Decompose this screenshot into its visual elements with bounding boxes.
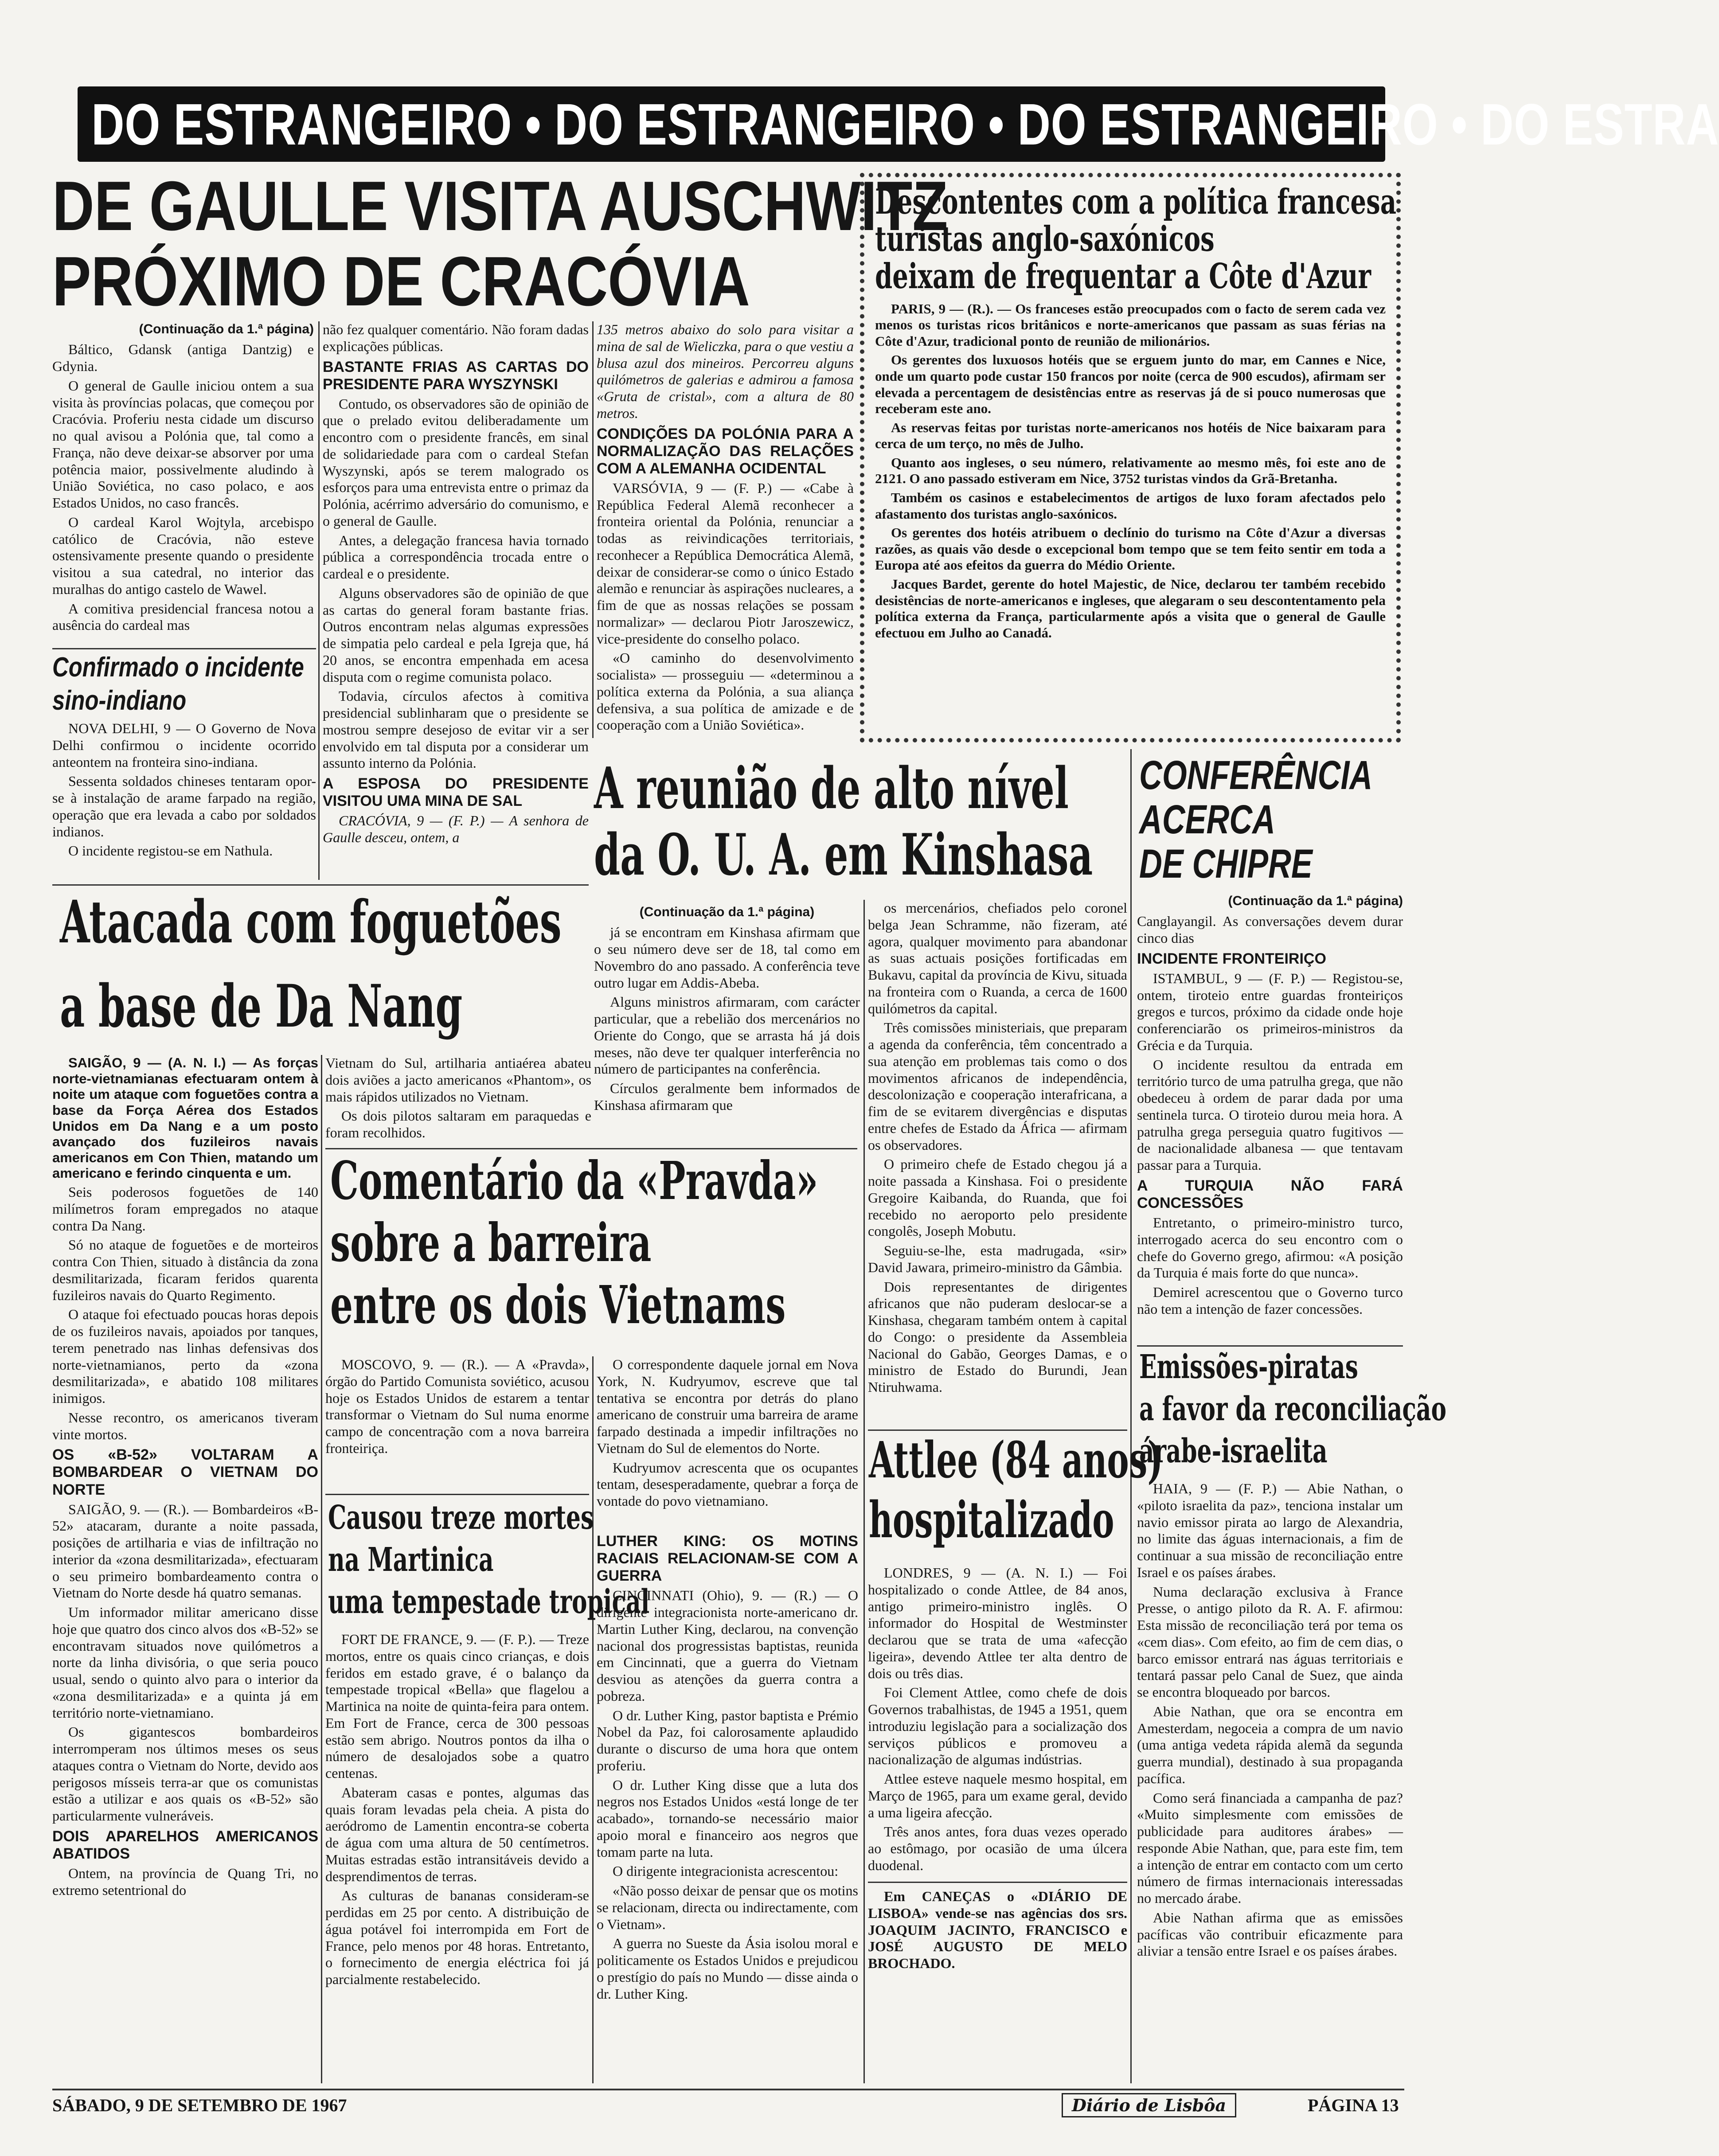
cote-title-2: turistas anglo-saxónicos [875, 219, 1215, 260]
paragraph: NOVA DELHI, 9 — O Governo de Nova Delhi confirmou o incidente ocorrido anteontem na fronteira sino-indiana. [52, 720, 316, 770]
paragraph: Três anos antes, fora duas vezes operado ao estômago, por ocasião de uma úlcera duodenal. [868, 1824, 1127, 1873]
divider [325, 1494, 589, 1495]
danang-column-2 [325, 1055, 591, 1144]
subheading: OS «B-52» VOLTARAM A BOMBARDEAR O VIETNAM DO NORTE [52, 1446, 318, 1498]
pravda-title-2: sobre a barreira [330, 1212, 652, 1273]
paragraph: As culturas de bananas consideram-se perdidas em 25 por cento. A distribuição de água potável foi interrompida em Fort de France, pelo menos por 48 horas. Entretanto, o fornecimento de energia eléctrica foi já parcialmente restabelecido. [325, 1887, 589, 1987]
paragraph: Entretanto, o primeiro-ministro turco, interrogado acerca do seu encontro com o chefe do Governo grego, afirmou: «A posição da Turquia é mais forte do que nunca». [1137, 1215, 1403, 1281]
paragraph: Três comissões ministeriais, que preparam a agenda da conferência, têm concentrado a sua atenção em problemas tais como o dos movimentos africanos de independência, descolonização e cooperação interafricana, a fim de se evitarem divergências e disputas entre chefes de Estado da África — afirmam os observadores. [868, 1019, 1127, 1153]
divider [52, 648, 316, 649]
paragraph: Canglayangil. As conversações devem durar cinco dias [1137, 913, 1403, 946]
piratas-title-2: a favor da reconciliação [1139, 1390, 1447, 1428]
pravda-title-1: Comentário da «Pravda» [330, 1150, 818, 1211]
oua-title-2: da O. U. A. em Kinshasa [594, 822, 1093, 888]
column-rule [318, 321, 320, 880]
paragraph: PARIS, 9 — (R.). — Os franceses estão preocupados com o facto de serem cada vez menos os turistas ricos britânicos e norte-americanos que passam as suas férias na Côte d'Azur, tradicional ponto de reunião de milionários. [875, 301, 1386, 349]
danang-lead: SAIGÃO, 9 — (A. N. I.) — As forças norte-vietnamianas efectuaram ontem à noite um ataque com foguetões contra a base da Força Aérea dos Estados Unidos em Da Nang e a um posto avançado dos fuzileiros navais americanos em Con Thien, matando um americano e ferindo cinquenta e um. [52, 1055, 318, 1181]
piratas-title-3: árabe-israelita [1139, 1432, 1328, 1470]
cote-title-1: Descontentes com a política francesa [875, 182, 1397, 222]
footer-masthead: Diário de Lisbôa [1062, 2093, 1236, 2117]
chipre-title-1: CONFERÊNCIA [1139, 753, 1373, 798]
paragraph: Os gerentes dos luxuosos hotéis que se erguem junto do mar, em Cannes e Nice, onde um quarto pode custar 150 francos por noite (cerca de 900 escudos), afirmam ser elevada a percentagem de desistências entre as reservas já de si pouco numerosas que receberam este ano. [875, 352, 1386, 417]
degaulle-column-2 [323, 321, 589, 880]
paragraph: Contudo, os observadores são de opinião de que o prelado evitou deliberadamente um encontro com o presidente francês, em sinal de solidariedade para com o cardeal Stefan Wyszynski, após se terem malogrado os esforços para uma entrevista entre o primaz da Polónia, acérrimo adversário do comunismo, e o general de Gaulle. [323, 395, 589, 529]
paragraph: Abie Nathan afirma que as emissões pacíficas vão contribuir eficazmente para aliviar a tensão entre Israel e os países árabes. [1137, 1909, 1403, 1959]
paragraph: VARSÓVIA, 9 — (F. P.) — «Cabe à República Federal Alemã reconhecer a fronteira oriental da Polónia, renunciar a todas as reivindicações territoriais, reconhecer a República Democrática Alemã, deixar de considerar-se como o único Estado alemão e renunciar às aspirações nucleares, a fim de que as nossas relações se possam normalizar» — declarou Piotr Jaroszewicz, vice-presidente do conselho polaco. [597, 480, 854, 647]
divider [52, 884, 589, 886]
paragraph: Alguns observadores são de opinião de que as cartas do general foram bastante frias. Outros encontram nelas algumas expressões de simpatia pelo cardeal e pela Igreja que, há 20 anos, se encontra empenhada em acesa disputa com o regime comunista polaco. [323, 585, 589, 685]
paragraph: Quanto aos ingleses, o seu número, relativamente ao mesmo mês, foi este ano de 2121. O ano passado estiveram em Nice, 3752 turistas vindos da Grã-Bretanha. [875, 454, 1386, 487]
martinica-title-3: uma tempestade tropical [328, 1583, 650, 1621]
paragraph: O dr. Luther King disse que a luta dos negros nos Estados Unidos «está longe de ter acabado», tornando-se necessário maior apoio moral e financeiro aos negros que tomam parte na luta. [597, 1777, 858, 1860]
subheading: A ESPOSA DO PRESIDENTE VISITOU UMA MINA DE SAL [323, 775, 589, 810]
paragraph: Foi Clement Attlee, como chefe de dois Governos trabalhistas, de 1945 a 1951, quem introduziu legislação para a socialização dos serviços públicos e promoveu a nacionalização de algumas indústrias. [868, 1684, 1127, 1768]
subheading: INCIDENTE FRONTEIRIÇO [1137, 950, 1326, 967]
cote-body [875, 301, 1386, 641]
paragraph: Báltico, Gdansk (antiga Dantzig) e Gdynia. [52, 341, 314, 375]
paragraph: CRACÓVIA, 9 — (F. P.) — A senhora de Gaulle desceu, ontem, a [323, 812, 589, 846]
subheading: A TURQUIA NÃO FARÁ CONCESSÕES [1137, 1177, 1403, 1212]
subheading: CONDIÇÕES DA POLÓNIA PARA A NORMALIZAÇÃO DAS RELAÇÕES COM A ALEMANHA OCIDENTAL [597, 425, 854, 477]
subheading: LUTHER KING: OS MOTINS RACIAIS RELACIONAM-SE COM A GUERRA [597, 1533, 858, 1585]
paragraph: SAIGÃO, 9. — (R.). — Bombardeiros «B-52» atacaram, durante a noite passada, posições de artilharia e vias de infiltração no interior da «zona desmilitarizada», efectuaram o seu primeiro bombardeamento contra o Vietnam do Norte desde há quatro semanas. [52, 1501, 318, 1601]
headline-degaulle-2: PRÓXIMO DE CRACÓVIA [52, 242, 750, 320]
danang-column-1 [52, 1055, 318, 2083]
column-rule [592, 1356, 594, 2083]
footer-page-number: PÁGINA 13 [1308, 2095, 1399, 2115]
paragraph: A guerra no Sueste da Ásia isolou moral e politicamente os Estados Unidos e prejudicou o prestígio do país no Mundo — disse ainda o dr. Luther King. [597, 1935, 858, 2002]
sino-title-1: Confirmado o incidente [52, 652, 304, 683]
attlee-title-2: hospitalizado [869, 1491, 1114, 1549]
pravda-column-2 [597, 1356, 858, 1529]
paragraph: Vietnam do Sul, artilharia antiaérea abateu dois aviões a jacto americanos «Phantom», os mais rápidos utilizados no Vietnam. [325, 1055, 591, 1105]
piratas-body [1137, 1480, 1403, 2083]
paragraph: Sessenta soldados chineses tentaram opor-se à instalação de arame farpado na região, operação que era levada a cabo por soldados indianos. [52, 773, 316, 840]
paragraph: O incidente resultou da entrada em território turco de uma patrulha grega, que não obedeceu à ordem de parar dada por uma sentinela turca. O tiroteio durou meia hora. A patrulha grega perseguia quatro fugitivos — de nacionalidade albanesa — que tentavam passar para a Turquia. [1137, 1056, 1403, 1173]
paragraph: Os gigantescos bombardeiros interromperam nos últimos meses os seus ataques contra o Vietnam do Norte, devido aos perigosos mísseis terra-ar que os comunistas estão a utilizar e aos quais os «B-52» são particularmente vulneráveis. [52, 1724, 318, 1824]
attlee-body [868, 1565, 1127, 1875]
paragraph: O dr. Luther King, pastor baptista e Prémio Nobel da Paz, foi calorosamente aplaudido durante o discurso de uma hora que ontem proferiu. [597, 1707, 858, 1773]
paragraph: O incidente registou-se em Nathula. [68, 843, 273, 859]
degaulle-column-1 [52, 321, 314, 649]
continuation-note: (Continuação da 1.ª página) [1228, 894, 1403, 908]
paragraph: Os gerentes dos hotéis atribuem o declínio do turismo na Côte d'Azur a diversas razões, as quais vão desde o excepcional bom tempo que se tem feito sentir em toda a Europa até aos efeitos da guerra do Médio Oriente. [875, 525, 1386, 573]
column-rule [592, 321, 594, 738]
paragraph: Kudryumov acrescenta que os ocupantes tentam, desesperadamente, quebrar a força de vontade do povo vietnamiano. [597, 1459, 858, 1509]
caneças-notice [868, 1888, 1127, 2074]
martinica-title-1: Causou treze mortes [328, 1499, 594, 1537]
paragraph: Demirel acrescentou que o Governo turco não tem a intenção de fazer concessões. [1137, 1284, 1403, 1317]
paragraph: O correspondente daquele jornal em Nova York, N. Kudryumov, escreve que tal tentativa se encontra por detrás do plano americano de construir uma barreira de arame farpado destinada a impedir infiltrações no Vietnam do Sul de elementos do Norte. [597, 1356, 858, 1456]
paragraph: Os dois pilotos saltaram em paraquedas e foram recolhidos. [325, 1108, 591, 1140]
continuation-note: (Continuação da 1.ª página) [139, 322, 314, 336]
attlee-title-1: Attlee (84 anos) [869, 1431, 1163, 1489]
paragraph: CINCINNATI (Ohio), 9. — (R.) — O dirigente integracionista norte-americano dr. Martin Luther King, declarou, na convenção nacional dos progressistas baptistas, reunida em Cincinnati, que a guerra do Vietnam desviou as atenções da guerra contra a pobreza. [597, 1587, 858, 1704]
danang-title-1: Atacada com foguetões [60, 888, 562, 957]
pravda-title-3: entre os dois Vietnams [330, 1274, 786, 1336]
oua-title-1: A reunião de alto nível [594, 755, 1069, 822]
paragraph: ISTAMBUL, 9 — (F. P.) — Registou-se, ontem, tiroteio entre guardas fronteiriços gregos e turcos, próximo da cidade onde hoje conferenciarão os primeiros-ministros da Grécia e da Turquia. [1137, 970, 1403, 1053]
paragraph: HAIA, 9 — (F. P.) — Abie Nathan, o «piloto israelita da paz», tenciona instalar um navio emissor pirata ao largo de Alexandria, no limite das águas internacionais, a fim de continuar a sua missão de reconciliação entre Israel e os países árabes. [1137, 1480, 1403, 1580]
paragraph: «O caminho do desenvolvimento socialista» — prosseguiu — «determinou a política externa da Polónia, a sua aliança defensiva, a sua política de amizade e de cooperação com a União Soviética». [597, 650, 854, 733]
paragraph: Dois representantes de dirigentes africanos que não puderam deslocar-se a Kinshasa, chegaram também ontem à capital do Congo: o presidente da Assembleia Nacional do Gabão, Georges Damas, e o ministro de Estado do Burundi, Jean Ntiruhwama. [868, 1278, 1127, 1395]
paragraph: Jacques Bardet, gerente do hotel Majestic, de Nice, declarou ter também recebido desistências de norte-americanos e ingleses, que alegaram o seu descontentamento pela política externa da França, particularmente após a visita que o general de Gaulle efectuou em Julho ao Canadá. [875, 576, 1386, 641]
chipre-title-3: DE CHIPRE [1139, 841, 1313, 887]
paragraph: O general de Gaulle iniciou ontem a sua visita às províncias polacas, que começou por Cracóvia. Proferiu nesta cidade um discurso no qual avisou a Polónia que, tal como a França, não deve deixar-se absorver por uma potência maior, possivelmente aludindo à União Soviética, no caso polaco, e aos Estados Unidos, no caso francês. [52, 377, 314, 511]
divider [868, 1430, 1127, 1431]
column-rule [863, 1427, 865, 2083]
paragraph: Em CANEÇAS o «DIÁRIO DE LISBOA» vende-se nas agências dos srs. JOAQUIM JACINTO, FRANCISCO e JOSÉ AUGUSTO DE MELO BROCHADO. [868, 1888, 1127, 1971]
headline-degaulle-1: DE GAULLE VISITA AUSCHWITZ [52, 167, 948, 245]
chipre-body [1137, 893, 1403, 1336]
paragraph: já se encontram em Kinshasa afirmam que o seu número deve ser de 18, tal como em Novembro do ano passado. A conferência teve outro lugar em Addis-Abeba. [594, 924, 860, 991]
column-rule [863, 900, 865, 1427]
sino-title-2: sino-indiano [52, 685, 187, 716]
paragraph: Círculos geralmente bem informados de Kinshasa afirmaram que [594, 1080, 860, 1113]
luther-body [597, 1529, 858, 2083]
paragraph: Numa declaração exclusiva à France Presse, o antigo piloto da R. A. F. afirmou: Esta missão de reconciliação terá por tema os «cem dias». Com efeito, ao fim de cem dias, o barco emissor entrará nas águas territoriais e tentará passar pelo Canal de Suez, que ainda se encontra bloqueado por barcos. [1137, 1583, 1403, 1700]
paragraph: Nesse recontro, os americanos tiveram vinte mortos. [52, 1409, 318, 1442]
sino-body [52, 720, 316, 880]
paragraph: Attlee esteve naquele mesmo hospital, em Março de 1965, para um exame geral, devido a uma ligeira afecção. [868, 1771, 1127, 1820]
paragraph: Alguns ministros afirmaram, com carácter particular, que a rebelião dos mercenários no Oriente do Congo, que se arrasta há já dois meses, não deve ter qualquer interferência no número de participantes na conferência. [594, 994, 860, 1077]
martinica-title-2: na Martinica [328, 1541, 494, 1579]
divider [325, 1148, 857, 1149]
pravda-column-1 [325, 1356, 589, 1489]
paragraph: A comitiva presidencial francesa notou a ausência do cardeal mas [52, 600, 314, 633]
subheading: BASTANTE FRIAS AS CARTAS DO PRESIDENTE PARA WYSZYNSKI [323, 358, 589, 393]
paragraph: Um informador militar americano disse hoje que quatro dos cinco alvos dos «B-52» se encontravam situados nove quilómetros a norte da linha divisória, o que seria pouco usual, sendo o quinto alvo para o interior da «zona desmilitarizada» e a quinta já em território norte-vietnamiano. [52, 1604, 318, 1721]
paragraph: Seguiu-se-lhe, esta madrugada, «sir» David Jawara, primeiro-ministro da Gâmbia. [868, 1242, 1127, 1275]
paragraph: Abateram casas e pontes, algumas das quais foram levadas pela cheia. A pista do aeródromo de Lamentin encontra-se coberta de água com uma altura de 50 centímetros. Muitas estradas estão intransitáveis devido a desprendimentos de terras. [325, 1784, 589, 1884]
paragraph: 135 metros abaixo do solo para visitar a mina de sal de Wieliczka, para o que vestiu a blusa azul dos mineiros. Percorreu alguns quilómetros de galerias e admirou a famosa «Gruta de cristal», com a altura de 80 metros. [597, 321, 854, 421]
paragraph: Como será financiada a campanha de paz? «Muito simplesmente com emissões de publicidade para auditores árabes» — responde Abie Nathan, que, para este fim, tem a intenção de entrar em contacto com um certo número de firmas internacionais interessadas no mercado árabe. [1137, 1789, 1403, 1906]
chipre-title-2: ACERCA [1139, 797, 1275, 842]
paragraph: FORT DE FRANCE, 9. — (F. P.). — Treze mortos, entre os quais cinco crianças, e dois feridos em estado grave, é o balanço da tempestade tropical «Bella» que flagelou a Martinica na noite de quinta-feira para ontem. Em Fort de France, cerca de 300 pessoas estão sem abrigo. Noutros pontos da ilha o número de desalojados sobe a quatro centenas. [325, 1631, 589, 1781]
degaulle-column-3 [597, 321, 854, 738]
paragraph: os mercenários, chefiados pelo coronel belga Jean Schramme, não fizeram, até agora, qualquer movimento para abandonar as suas actuais posições fortificadas em Bukavu, capital da província de Kivu, situada na fronteira com o Ruanda, a cerca de 1600 quilómetros da capital. [868, 900, 1127, 1016]
section-banner-text: DO ESTRANGEIRO • DO ESTRANGEIRO • DO ESTRANGEIRO • DO ESTRA [91, 91, 1719, 157]
martinica-body [325, 1631, 589, 2083]
paragraph: LONDRES, 9 — (A. N. I.) — Foi hospitalizado o conde Attlee, de 84 anos, antigo primeiro-ministro inglês. O informador do Hospital de Westminster declarou que se trata de uma «afecção ligeira», devendo Attlee ter alta dentro de dois ou três dias. [868, 1565, 1127, 1681]
paragraph: O primeiro chefe de Estado chegou já a noite passada a Kinshasa. Foi o presidente Gregoire Kaibanda, do Ruanda, que foi recebido no aeroporto pelo presidente congolês, Joseph Mobutu. [868, 1156, 1127, 1239]
column-rule [1130, 749, 1132, 2083]
paragraph: O dirigente integracionista acrescentou: [613, 1863, 839, 1879]
paragraph: Seis poderosos foguetões de 140 milímetros foram empregados no ataque contra Da Nang. [52, 1184, 318, 1234]
paragraph: «Não posso deixar de pensar que os motins se relacionam, directa ou indirectamente, com o Vietnam». [597, 1883, 858, 1932]
piratas-title-1: Emissões-piratas [1139, 1348, 1358, 1386]
paragraph: Também os casinos e estabelecimentos de artigos de luxo foram afectados pelo afastamento dos turistas anglo-saxónicos. [875, 490, 1386, 522]
cote-title-3: deixam de frequentar a Côte d'Azur [875, 256, 1371, 297]
paragraph: não fez qualquer comentário. Não foram dadas explicações públicas. [323, 321, 589, 354]
column-rule [321, 1055, 322, 2083]
cote-box [860, 173, 1401, 742]
paragraph: Todavia, círculos afectos à comitiva presidencial sublinharam que o presidente se mostrou sempre desejoso de evitar vir a ser envolvido em tal disputa por a considerar um assunto interno da Polónia. [323, 688, 589, 771]
paragraph: O cardeal Karol Wojtyla, arcebispo católico de Cracóvia, não esteve ostensivamente presente quando o presidente visitou a sua catedral, no interior das muralhas do antigo castelo de Wawel. [52, 514, 314, 597]
paragraph: Abie Nathan, que ora se encontra em Amesterdam, negoceia a compra de um navio (uma antiga vedeta rápida alemã da segunda guerra mundial), destinado à sua propaganda pacífica. [1137, 1703, 1403, 1786]
paragraph: Ontem, na província de Quang Tri, no extremo setentrional do [52, 1865, 318, 1898]
footer-rule [52, 2089, 1404, 2090]
section-banner [78, 86, 1719, 162]
divider [868, 1882, 1127, 1883]
oua-column-2 [868, 900, 1127, 1427]
subheading: DOIS APARELHOS AMERICANOS ABATIDOS [52, 1828, 318, 1862]
footer-date: SÁBADO, 9 DE SETEMBRO DE 1967 [52, 2095, 347, 2115]
paragraph: Antes, a delegação francesa havia tornado pública a correspondência trocada entre o cardeal e o presidente. [323, 532, 589, 582]
paragraph: Só no ataque de foguetões e de morteiros contra Con Thien, situado à distância da zona desmilitarizada, ficaram feridos quarenta fuzileiros navais do Quarto Regimento. [52, 1237, 318, 1303]
danang-title-2: a base de Da Nang [60, 972, 463, 1041]
continuation-note: (Continuação da 1.ª página) [639, 905, 815, 919]
divider [1137, 1345, 1403, 1347]
paragraph: O ataque foi efectuado poucas horas depois de os fuzileiros navais, apoiados por tanques, terem penetrado nas linhas defensivas dos norte-vietnamianos, perto da «zona desmilitarizada», e abatido 108 militares inimigos. [52, 1306, 318, 1406]
paragraph: As reservas feitas por turistas norte-americanos nos hotéis de Nice baixaram para cerca de um terço, no mês de Julho. [875, 419, 1386, 452]
paragraph: MOSCOVO, 9. — (R.). — A «Pravda», órgão do Partido Comunista soviético, acusou hoje os Estados Unidos de estarem a tentar transformar o Vietnam do Sul numa enorme campo de concentração com a nova barreira fronteiriça. [325, 1356, 589, 1456]
